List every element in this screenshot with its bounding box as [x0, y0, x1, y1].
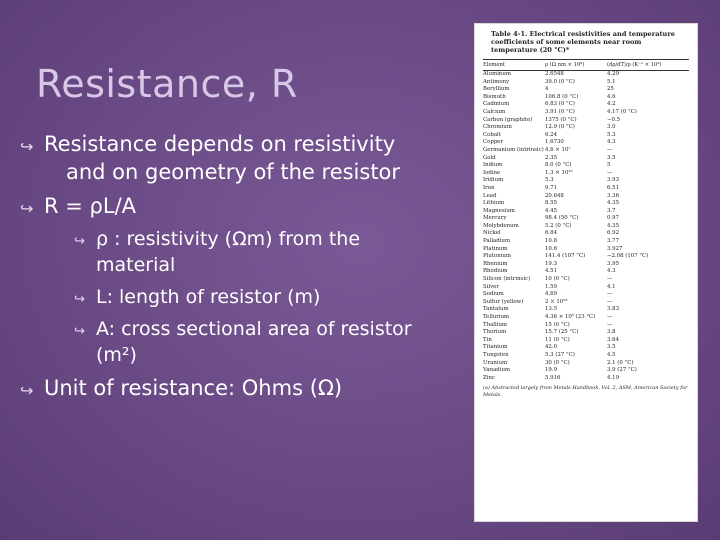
table-row [483, 352, 689, 360]
table-cell: 141.4 (107 °C) [545, 253, 586, 260]
bullet-text: L: length of resistor (m) [96, 286, 321, 308]
table-cell: 4.19 [607, 374, 620, 381]
table-cell: 5.2 (0 °C) [545, 222, 572, 229]
table-cell: 2.35 [545, 154, 558, 161]
table-row [483, 230, 689, 238]
table-cell: 10 (0 °C) [545, 276, 570, 283]
table-row [483, 132, 689, 140]
table-row [483, 147, 689, 155]
table-cell: 4.51 [545, 268, 558, 275]
table-cell: 6.51 [607, 184, 620, 191]
curl-arrow-icon: ↪ [74, 234, 85, 249]
table-cell: 6.83 (0 °C) [545, 101, 575, 108]
table-row [483, 344, 689, 352]
table-cell: 5.1 [607, 78, 616, 85]
table-row [483, 124, 689, 132]
table-cell: 1.6730 [545, 139, 564, 146]
table-row [483, 299, 689, 307]
table-cell: 2.6548 [545, 71, 564, 77]
table-cell: 3.0 [607, 124, 616, 131]
table-row [483, 185, 689, 193]
table-cell: Thallium [483, 321, 508, 328]
bullet-item [74, 226, 450, 278]
table-cell: Magnesium [483, 207, 515, 214]
table-row [483, 170, 689, 178]
bullet-text: Resistance depends on resistivity [44, 132, 396, 156]
table-cell: Platinum [483, 245, 508, 252]
table-row [483, 284, 689, 292]
table-cell: — [607, 146, 613, 153]
table-row [483, 291, 689, 299]
table-cell: — [607, 321, 613, 328]
table-cell: 6.84 [545, 230, 558, 237]
table-cell: 4.69 [545, 291, 558, 298]
table-cell: 3.83 [607, 306, 620, 313]
table-header-cell: Element [483, 62, 505, 68]
table-footnote: (a) Abstracted largely from Metals Handbook, Vol. 2, ASM, American Society for Metals. [483, 385, 688, 398]
bullet-item [74, 284, 450, 310]
table-cell: 42.0 [545, 344, 558, 351]
table-cell: Sodium [483, 291, 504, 298]
table-cell: 5.3 [545, 177, 554, 184]
bullet-text: (m²) [96, 344, 137, 366]
table-cell: −0.5 [607, 116, 621, 123]
table-cell: Gold [483, 154, 496, 161]
table-cell: 5.3 [607, 131, 616, 138]
table-cell: Sulfur (yellow) [483, 298, 524, 305]
table-row [483, 322, 689, 330]
bullet-item [20, 130, 450, 186]
table-header-cell: (dρ/dT)/ρ (K⁻¹ × 10³) [607, 62, 662, 68]
table-cell: 3.95 [607, 260, 620, 267]
table-row [483, 367, 689, 375]
table-cell: Mercury [483, 215, 507, 222]
bullet-item [20, 192, 450, 220]
table-row [483, 360, 689, 368]
table-cell: Rhenium [483, 260, 508, 267]
table-cell: 8.0 (0 °C) [545, 162, 572, 169]
table-row [483, 94, 689, 102]
table-cell: — [607, 291, 613, 298]
table-cell: 4.6 × 10⁷ [545, 146, 571, 153]
table-cell: Calcium [483, 108, 506, 115]
table-cell: 4.29 [607, 71, 620, 77]
table-cell: 4.36 × 10⁵ (23 °C) [545, 314, 596, 320]
bullet-text: and on geometry of the resistor [66, 160, 401, 184]
table-cell: Nickel [483, 230, 501, 237]
table-cell: 3.91 (0 °C) [545, 108, 575, 115]
table-cell: 4.6 [607, 93, 616, 100]
table-cell: Bismuth [483, 93, 506, 100]
table-cell: 4.3 [607, 139, 616, 146]
bullet-text: material [96, 254, 176, 276]
table-cell: Titanium [483, 344, 508, 351]
table-row [483, 200, 689, 208]
table-row [483, 193, 689, 201]
table-cell: Indium [483, 162, 503, 169]
table-cell: Aluminum [483, 71, 511, 77]
table-cell: Vanadium [483, 367, 511, 374]
table-row [483, 139, 689, 147]
table-cell: 20.648 [545, 192, 564, 199]
resistivity-table-image [474, 23, 698, 522]
bullet-item [20, 374, 450, 402]
table-row [483, 337, 689, 345]
table-row [483, 117, 689, 125]
table-cell: 4.17 (0 °C) [607, 108, 637, 115]
table-row [483, 86, 689, 94]
table-cell: Palladium [483, 238, 511, 245]
table-cell: Carbon (graphite) [483, 116, 533, 123]
table-row [483, 306, 689, 314]
table-caption: Table 4-1. Electrical resistivities and temperature coefficients of some elements near room temperature (20 °C)* [491, 30, 675, 54]
bullet-text: R = ρL/A [44, 194, 137, 218]
table-cell: 2.1 (0 °C) [607, 359, 634, 366]
table-cell: 3.8 [607, 329, 616, 336]
table-cell: 8.55 [545, 200, 558, 207]
table-cell: 4.1 [607, 283, 616, 290]
table-cell: Antimony [483, 78, 510, 85]
table-cell: Zinc [483, 374, 495, 381]
bullet-text: ρ : resistivity (Ωm) from the [96, 228, 361, 250]
table-row [483, 101, 689, 109]
table-cell: Uranium [483, 359, 508, 366]
table-cell: 4.45 [545, 207, 558, 214]
table-cell: Lithium [483, 200, 505, 207]
table-cell: 0.97 [607, 215, 620, 222]
table-row [483, 162, 689, 170]
table-header [483, 59, 689, 71]
table-cell: 5.3 (27 °C) [545, 351, 575, 358]
table-cell: 30 (0 °C) [545, 359, 570, 366]
curl-arrow-icon: ↪ [74, 292, 85, 307]
table-cell: Germanium (intrinsic) [483, 146, 544, 153]
table-cell: 5 [607, 162, 611, 169]
table-cell: 98.4 (50 °C) [545, 215, 579, 222]
table-row [483, 71, 689, 79]
table-cell: 3.9 (27 °C) [607, 367, 637, 374]
table-cell: 4 [545, 86, 549, 93]
bullet-text: A: cross sectional area of resistor [96, 318, 412, 340]
table-row [483, 223, 689, 231]
table-cell: −2.08 (107 °C) [607, 253, 649, 260]
table-cell: 3.64 [607, 336, 620, 343]
table-cell: 3.36 [607, 192, 620, 199]
table-cell: Cobalt [483, 131, 501, 138]
table-cell: Beryllium [483, 86, 510, 93]
table-cell: 9.71 [545, 184, 558, 191]
table-cell: Molybdenum [483, 222, 519, 229]
table-cell: Plutonium [483, 253, 512, 260]
table-cell: Tungsten [483, 351, 509, 358]
table-cell: — [607, 276, 613, 283]
table-cell: 3.7 [607, 207, 616, 214]
table-cell: 19.9 [545, 367, 558, 374]
table-body [483, 71, 689, 382]
table-cell: Rhodium [483, 268, 508, 275]
curl-arrow-icon: ↪ [20, 199, 34, 218]
table-row [483, 375, 689, 383]
bullet-list [20, 130, 450, 408]
table-cell: — [607, 314, 613, 320]
table-cell: 4.2 [607, 101, 616, 108]
table-cell: 1375 (0 °C) [545, 116, 577, 123]
table-cell: 6.24 [545, 131, 558, 138]
slide-title: Resistance, R [36, 62, 298, 106]
table-cell: 6.92 [607, 230, 620, 237]
table-cell: Cadmium [483, 101, 510, 108]
table-row [483, 177, 689, 185]
table-cell: 3.927 [607, 245, 623, 252]
table-cell: Tin [483, 336, 492, 343]
table-cell: Lead [483, 192, 497, 199]
table-row [483, 215, 689, 223]
table-cell: Iodine [483, 169, 501, 176]
table-cell: 11 (0 °C) [545, 336, 570, 343]
table-row [483, 253, 689, 261]
table-cell: 13.5 [545, 306, 558, 313]
table-row [483, 238, 689, 246]
table-cell: 19.3 [545, 260, 558, 267]
bullet-item [74, 316, 450, 368]
table-cell: 10.8 [545, 238, 558, 245]
table-cell: 5.916 [545, 374, 561, 381]
table-cell: 25 [607, 86, 614, 93]
table-cell: 1.3 × 10¹⁵ [545, 169, 573, 176]
table-cell: 4.35 [607, 200, 620, 207]
table-cell: 1.59 [545, 283, 558, 290]
table-row [483, 268, 689, 276]
table-cell: 39.0 (0 °C) [545, 78, 575, 85]
table-cell: 3.93 [607, 177, 620, 184]
table-header-cell: ρ (Ω nm × 10⁸) [545, 62, 585, 68]
table-row [483, 314, 689, 322]
table-row [483, 79, 689, 87]
table-cell: 10.6 [545, 245, 558, 252]
table-cell: 3.77 [607, 238, 620, 245]
bullet-text: Unit of resistance: Ohms (Ω) [44, 376, 343, 400]
table-cell: 4.35 [607, 222, 620, 229]
table-cell: Thorium [483, 329, 507, 336]
table-cell: Silicon (intrinsic) [483, 276, 531, 283]
table-cell: 3.5 [607, 154, 616, 161]
table-row [483, 155, 689, 163]
curl-arrow-icon: ↪ [20, 381, 34, 400]
table-cell: 15 (0 °C) [545, 321, 570, 328]
table-row [483, 261, 689, 269]
table-cell: Silver [483, 283, 499, 290]
curl-arrow-icon: ↪ [20, 137, 34, 156]
table-row [483, 208, 689, 216]
table-cell: 2 × 10²³ [545, 298, 568, 305]
table-cell: 3.5 [607, 344, 616, 351]
table-cell: Iron [483, 184, 495, 191]
table-cell: Iridium [483, 177, 504, 184]
table-cell: Chromium [483, 124, 512, 131]
table-cell: — [607, 169, 613, 176]
table-cell: Copper [483, 139, 504, 146]
table-cell: 4.5 [607, 351, 616, 358]
table-cell: 4.3 [607, 268, 616, 275]
table-cell: 106.8 (0 °C) [545, 93, 579, 100]
table-cell: Tellurium [483, 314, 510, 320]
table-cell: — [607, 298, 613, 305]
table-cell: 15.7 (25 °C) [545, 329, 579, 336]
curl-arrow-icon: ↪ [74, 324, 85, 339]
table-row [483, 329, 689, 337]
table-cell: Tantalum [483, 306, 509, 313]
table-row [483, 276, 689, 284]
table-row [483, 246, 689, 254]
table-cell: 12.9 (0 °C) [545, 124, 575, 131]
table-row [483, 109, 689, 117]
